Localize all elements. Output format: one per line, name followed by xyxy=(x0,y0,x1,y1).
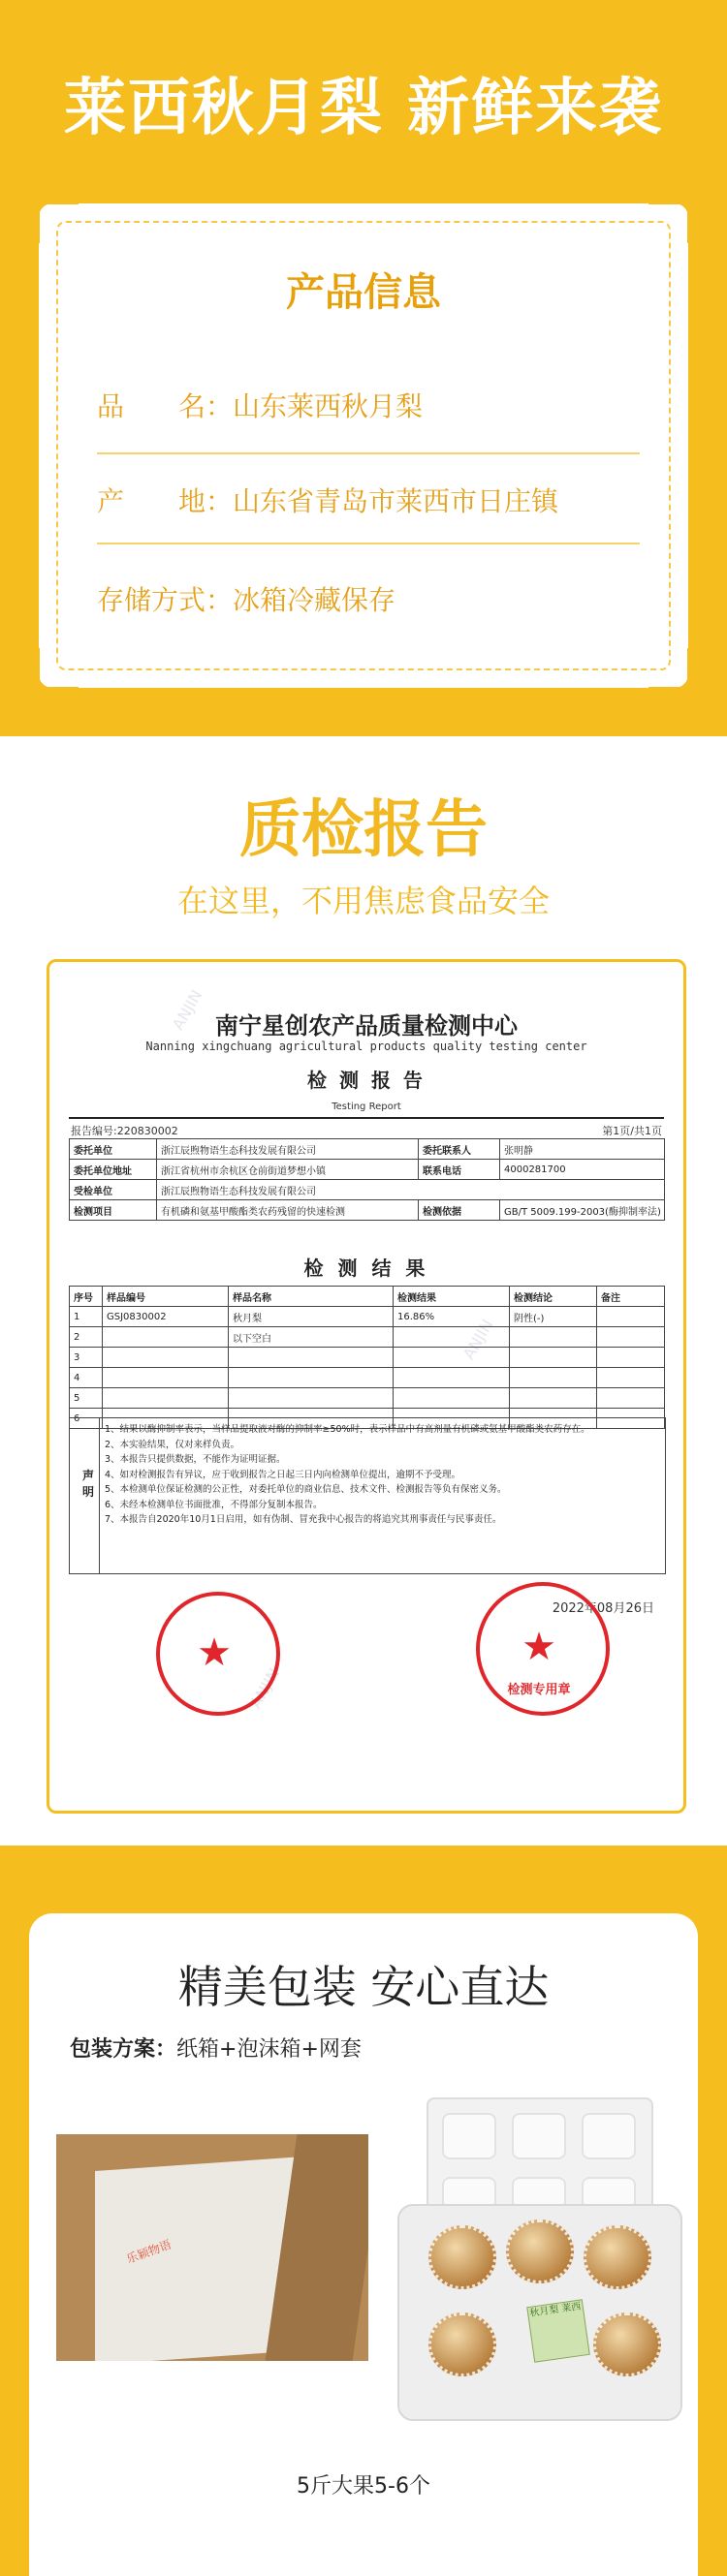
table-cell: 有机磷和氨基甲酸酯类农药残留的快速检测 xyxy=(157,1200,419,1221)
info-value: 山东莱西秋月梨 xyxy=(233,390,424,422)
star-icon: ★ xyxy=(522,1625,556,1669)
test-report-image xyxy=(47,959,686,1814)
page-headline: 莱西秋月梨 新鲜来袭 xyxy=(63,73,664,144)
table-cell xyxy=(510,1348,597,1368)
net-sleeve xyxy=(584,2225,651,2289)
divider xyxy=(97,543,640,544)
table-cell xyxy=(103,1388,229,1409)
table-cell: 浙江省杭州市余杭区仓前街道梦想小镇 xyxy=(157,1160,419,1180)
report-date: 2022年08月26日 xyxy=(552,1601,654,1616)
info-row-name xyxy=(97,386,423,424)
table-cell: 检测项目 xyxy=(70,1200,157,1221)
quality-subtitle: 在这里，不用焦虑食品安全 xyxy=(176,883,550,919)
star-icon: ★ xyxy=(197,1630,232,1675)
tray-cell xyxy=(442,2113,496,2159)
info-row-storage xyxy=(97,579,395,618)
table-cell xyxy=(229,1368,394,1388)
table-cell: 检测依据 xyxy=(419,1200,500,1221)
table-cell xyxy=(510,1388,597,1409)
table-cell xyxy=(597,1368,665,1388)
quality-title: 质检报告 xyxy=(239,794,488,866)
report-number: 报告编号:220830002 xyxy=(71,1125,178,1137)
fruit-label: 秋月梨 莱西 xyxy=(526,2299,590,2363)
table-cell: 受检单位 xyxy=(70,1180,157,1200)
watermark: ANJIN xyxy=(245,1664,284,1712)
table-header: 样品编号 xyxy=(103,1287,229,1307)
table-cell xyxy=(394,1348,510,1368)
watermark: ANJIN xyxy=(458,1316,497,1363)
table-cell: 秋月梨 xyxy=(229,1307,394,1327)
table-cell: 以下空白 xyxy=(229,1327,394,1348)
foam-tray-photo xyxy=(397,2097,679,2417)
table-header: 检测结果 xyxy=(394,1287,510,1307)
divider xyxy=(97,452,640,454)
tray-base xyxy=(397,2204,682,2421)
table-cell: 浙江辰煦物语生态科技发展有限公司 xyxy=(157,1180,665,1200)
packaging-note: 5斤大果5-6个 xyxy=(297,2474,430,2498)
table-row xyxy=(70,1327,665,1348)
table-cell xyxy=(103,1368,229,1388)
table-cell xyxy=(394,1327,510,1348)
red-seal xyxy=(156,1592,280,1716)
table-row xyxy=(70,1200,665,1221)
table-cell xyxy=(597,1388,665,1409)
table-cell xyxy=(394,1388,510,1409)
product-info-title: 产品信息 xyxy=(286,270,441,315)
info-label: 品 名： xyxy=(97,390,234,422)
table-header: 备注 xyxy=(597,1287,665,1307)
table-header: 检测结论 xyxy=(510,1287,597,1307)
table-cell: 3 xyxy=(70,1348,103,1368)
results-title: 检 测 结 果 xyxy=(303,1257,429,1280)
info-value: 山东省青岛市莱西市日庄镇 xyxy=(233,485,559,517)
net-sleeve xyxy=(593,2312,661,2376)
table-cell: 16.86% xyxy=(394,1307,510,1327)
table-cell: 浙江辰煦物语生态科技发展有限公司 xyxy=(157,1139,419,1160)
red-seal xyxy=(476,1582,610,1716)
info-label: 产 地： xyxy=(97,485,234,517)
table-cell xyxy=(597,1307,665,1327)
plan-value: 纸箱+泡沫箱+网套 xyxy=(176,2037,362,2062)
table-row xyxy=(70,1348,665,1368)
watermark: ANJIN xyxy=(168,986,206,1034)
table-cell: 阴性(-) xyxy=(510,1307,597,1327)
report-org: 南宁星创农产品质量检测中心 xyxy=(215,1012,518,1040)
table-cell: 5 xyxy=(70,1388,103,1409)
table-row xyxy=(70,1160,665,1180)
table-cell xyxy=(510,1327,597,1348)
report-rule xyxy=(69,1117,664,1119)
notes-label-text: 声明 xyxy=(81,1469,94,1499)
info-row-origin xyxy=(97,481,558,519)
seal-text: 检测专用章 xyxy=(507,1683,571,1697)
table-row xyxy=(70,1307,665,1327)
table-cell: 4 xyxy=(70,1368,103,1388)
table-cell xyxy=(597,1348,665,1368)
table-cell: 1 xyxy=(70,1307,103,1327)
report-notes xyxy=(69,1417,666,1574)
table-header: 序号 xyxy=(70,1287,103,1307)
table-cell: 委托单位地址 xyxy=(70,1160,157,1180)
client-info-table xyxy=(69,1138,665,1221)
report-title: 检 测 报 告 xyxy=(307,1069,426,1092)
net-sleeve xyxy=(506,2219,574,2283)
info-label: 存储方式： xyxy=(97,584,234,616)
notes-label xyxy=(70,1418,100,1573)
table-cell xyxy=(394,1368,510,1388)
table-cell xyxy=(597,1327,665,1348)
table-cell xyxy=(229,1348,394,1368)
table-header: 样品名称 xyxy=(229,1287,394,1307)
table-cell xyxy=(103,1327,229,1348)
carton-photo xyxy=(56,2134,368,2361)
results-table xyxy=(69,1286,665,1429)
table-header-row xyxy=(70,1287,665,1307)
net-sleeve xyxy=(428,2225,496,2289)
report-page: 第1页/共1页 xyxy=(602,1125,662,1137)
packaging-title: 精美包装 安心直达 xyxy=(177,1961,550,2013)
info-value: 冰箱冷藏保存 xyxy=(233,584,396,616)
table-cell: 4000281700 xyxy=(500,1160,665,1180)
table-row xyxy=(70,1388,665,1409)
table-cell: 联系电话 xyxy=(419,1160,500,1180)
tray-cell xyxy=(582,2113,636,2159)
tray-cell xyxy=(512,2113,566,2159)
table-row xyxy=(70,1180,665,1200)
product-info-card xyxy=(39,203,688,688)
table-cell: 2 xyxy=(70,1327,103,1348)
box-logo: 乐颖物语 xyxy=(124,2237,174,2267)
net-sleeve xyxy=(428,2312,496,2376)
packaging-panel xyxy=(29,1913,698,2576)
table-row xyxy=(70,1368,665,1388)
table-cell: GB/T 5009.199-2003(酶抑制率法) xyxy=(500,1200,665,1221)
report-title-en: Testing Report xyxy=(332,1102,401,1112)
report-org-en: Nanning xingchuang agricultural products quality testing center xyxy=(145,1040,587,1053)
table-cell xyxy=(229,1388,394,1409)
table-cell: 委托单位 xyxy=(70,1139,157,1160)
plan-label: 包装方案： xyxy=(70,2037,177,2062)
table-cell xyxy=(510,1368,597,1388)
table-cell: 委托联系人 xyxy=(419,1139,500,1160)
product-info-section xyxy=(0,0,727,736)
table-cell: GSJ0830002 xyxy=(103,1307,229,1327)
table-cell: 张明静 xyxy=(500,1139,665,1160)
table-cell xyxy=(103,1348,229,1368)
table-cell: 6 xyxy=(70,1409,103,1429)
notes-text: 1、结果以酶抑制率表示，当样品提取液对酶的抑制率≥50%时，表示样品中有高剂量有机磷或氨基甲酸酯类农药存在。 2、本实验结果，仅对来样负责。 3、本报告只提供数据，不能作为证明证据。 4、如对检测报告有异议，应于收到报告之日起三日内向检测单位提出，逾期不予受理。 5、本检测单位保证检测的公正性，对委托单位的商业信息、技术文件、检测报告等负有保密义务。 6、未经本检测单位书面批准，不得部分复制本报告。 7、本报告自2020年10月1日启用，如有伪制、冒充我中心报告的将追究其刑事责任与民事责任。 xyxy=(105,1424,590,1525)
packaging-plan xyxy=(70,2033,362,2063)
table-row xyxy=(70,1139,665,1160)
